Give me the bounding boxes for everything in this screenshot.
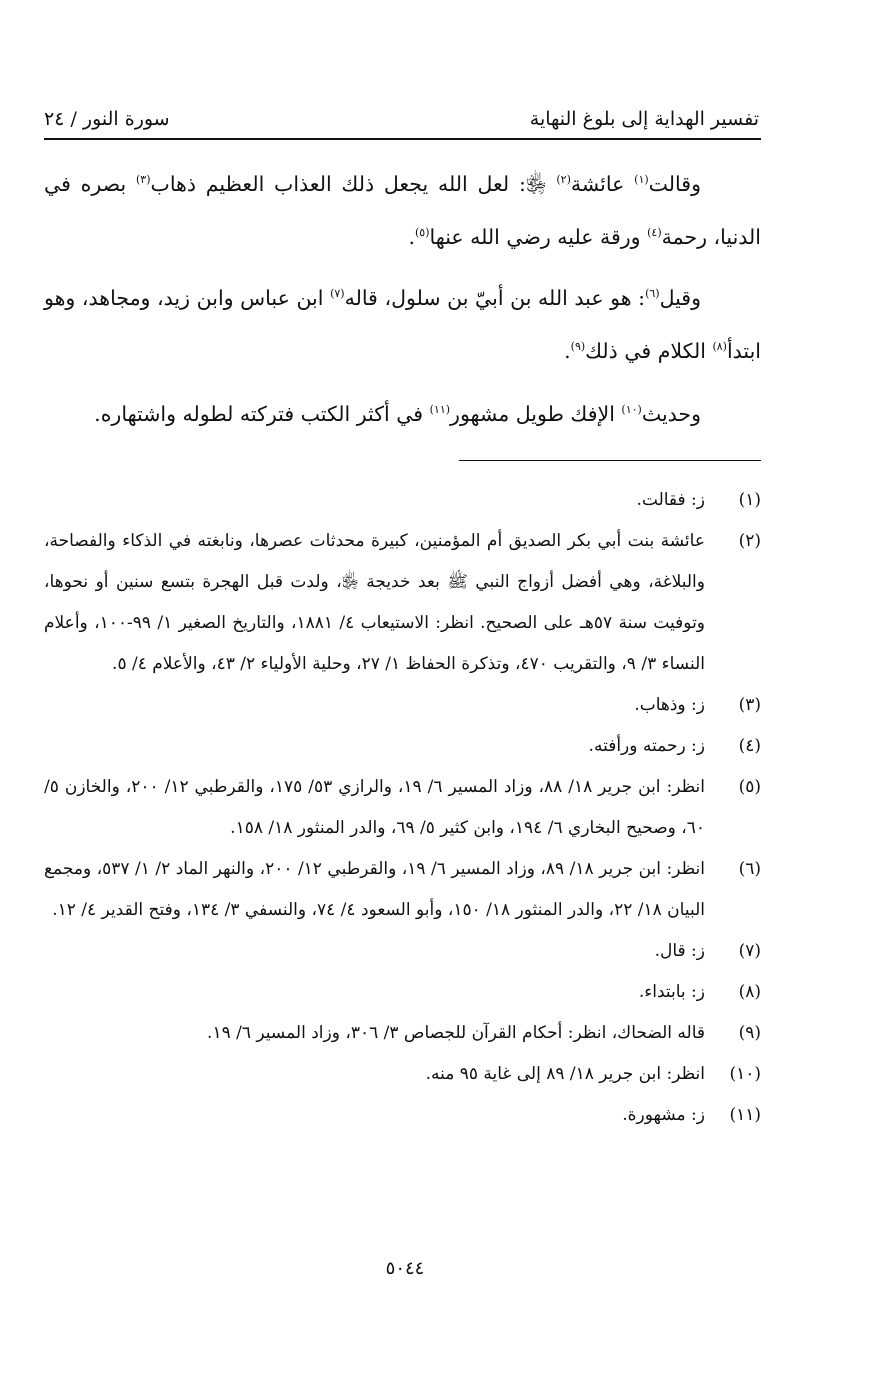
footnote-divider bbox=[459, 460, 761, 461]
footnote-number: (٣) bbox=[738, 695, 761, 715]
footnote-text: انظر: ابن جرير ١٨/ ٨٨، وزاد المسير ٦/ ١٩، والرازي ٥٣/ ١٧٥، والقرطبي ١٢/ ٢٠٠، والخازن ٥/ ٦٠، وصحيح البخاري ٦/ ١٩٤، وابن كثير ٥/ ٦٩، والدر المنثور ١٨/ ١٥٨. bbox=[44, 777, 705, 838]
footnote-text: ز: قال. bbox=[654, 941, 705, 961]
footnote-ref: (١) bbox=[634, 173, 649, 187]
footnote-ref: (٢) bbox=[556, 173, 571, 187]
header-divider bbox=[44, 138, 761, 140]
footnote-text: قاله الضحاك، انظر: أحكام القرآن للجصاص ٣/ ٣٠٦، وزاد المسير ٦/ ١٩. bbox=[207, 1023, 705, 1043]
footnote-text: ز: وذهاب. bbox=[634, 695, 705, 715]
footnote-text: انظر: ابن جرير ١٨/ ٨٩، وزاد المسير ٦/ ١٩، والقرطبي ١٢/ ٢٠٠، والنهر الماد ٢/ ١/ ٥٣٧، ومجمع البيان ١٨/ ٢٢، والدر المنثور ١٨/ ١٥٠، وأبو السعود ٤/ ٧٤، والنسفي ٣/ ١٣٤، وفتح القدير ٤/ ١٢. bbox=[44, 859, 705, 920]
footnote-ref: (١٠) bbox=[621, 403, 642, 417]
footnote-item bbox=[44, 849, 761, 931]
footnote-text: ز: فقالت. bbox=[636, 490, 705, 510]
footnote-item bbox=[44, 521, 761, 685]
footnote-text: عائشة بنت أبي بكر الصديق أم المؤمنين، كبيرة محدثات عصرها، ونابغته في الذكاء والفصاحة، والبلاغة، وهي أفضل أزواج النبي ﷺ بعد خديجة ﵂، ولدت قبل الهجرة بتسع سنين أو نحوها، وتوفيت سنة ٥٧هـ على الصحيح. انظر: الاستيعاب ٤/ ١٨٨١، والتاريخ الصغير ١/ ٩٩-١٠٠، وأعلام النساء ٣/ ٩، والتقريب ٤٧٠، وتذكرة الحفاظ ١/ ٢٧، وحلية الأولياء ٢/ ٤٣، والأعلام ٤/ ٥. bbox=[44, 531, 706, 674]
footnote-number: (١١) bbox=[729, 1105, 761, 1125]
footnote-ref: (١١) bbox=[429, 403, 451, 417]
footnote-text: انظر: ابن جرير ١٨/ ٨٩ إلى غاية ٩٥ منه. bbox=[425, 1064, 705, 1084]
footnote-item bbox=[44, 931, 761, 972]
footnote-item bbox=[44, 480, 761, 521]
surah-reference: سورة النور / ٢٤ bbox=[44, 108, 170, 130]
footnote-item bbox=[44, 1054, 761, 1095]
book-title: تفسير الهداية إلى بلوغ النهاية bbox=[529, 108, 759, 130]
footnote-ref: (٦) bbox=[645, 287, 660, 301]
footnote-number: (٢) bbox=[738, 531, 761, 551]
footnote-item bbox=[44, 972, 761, 1013]
footnote-ref: (٧) bbox=[330, 287, 345, 301]
footnotes bbox=[44, 480, 761, 1136]
footnote-item bbox=[44, 767, 761, 849]
paragraph-aisha: وقالت$^{(١)}$ عائشة$^{(٢)}$ ﵂: لعل الله يجعل ذلك العذاب العظيم ذهاب$^{(٣)}$ بصره في الدنيا، رحمة$^{(٤)}$ ورقة عليه رضي الله عنها$^{(٥)}$. bbox=[44, 172, 761, 249]
paragraph-ifk: وحديث$^{(١٠)}$ الإفك طويل مشهور$^{(١١)}$ في أكثر الكتب فتركته لطوله واشتهاره. bbox=[94, 402, 701, 426]
footnote-text: ز: مشهورة. bbox=[622, 1105, 705, 1125]
footnote-number: (٦) bbox=[738, 859, 761, 879]
page-number: ٥٠٤٤ bbox=[385, 1258, 425, 1279]
footnote-ref: (٣) bbox=[136, 173, 151, 187]
footnote-ref: (٤) bbox=[647, 226, 662, 240]
running-header bbox=[44, 94, 759, 130]
footnote-number: (٧) bbox=[738, 941, 761, 961]
footnote-number: (٨) bbox=[738, 982, 761, 1002]
footnote-number: (١٠) bbox=[729, 1064, 761, 1084]
footnote-number: (٥) bbox=[738, 777, 761, 797]
footnote-number: (٩) bbox=[738, 1023, 761, 1043]
footnote-number: (٤) bbox=[738, 736, 761, 756]
footnote-ref: (٨) bbox=[712, 340, 727, 354]
main-text bbox=[44, 158, 761, 449]
footnote-text: ز: رحمته ورأفته. bbox=[588, 736, 705, 756]
footnote-item bbox=[44, 1095, 761, 1136]
footnote-item bbox=[44, 685, 761, 726]
footnote-number: (١) bbox=[738, 490, 761, 510]
footnote-item bbox=[44, 726, 761, 767]
footnote-ref: (٥) bbox=[414, 226, 430, 240]
footnote-ref: (٩) bbox=[570, 340, 586, 354]
paragraph-ibn-ubayy: وقيل$^{(٦)}$: هو عبد الله بن أبيّ بن سلول، قاله$^{(٧)}$ ابن عباس وابن زيد، ومجاهد، وهو ابتدأ$^{(٨)}$ الكلام في ذلك$^{(٩)}$. bbox=[44, 286, 761, 363]
footnote-item bbox=[44, 1013, 761, 1054]
footnote-text: ز: بابتداء. bbox=[638, 982, 705, 1002]
